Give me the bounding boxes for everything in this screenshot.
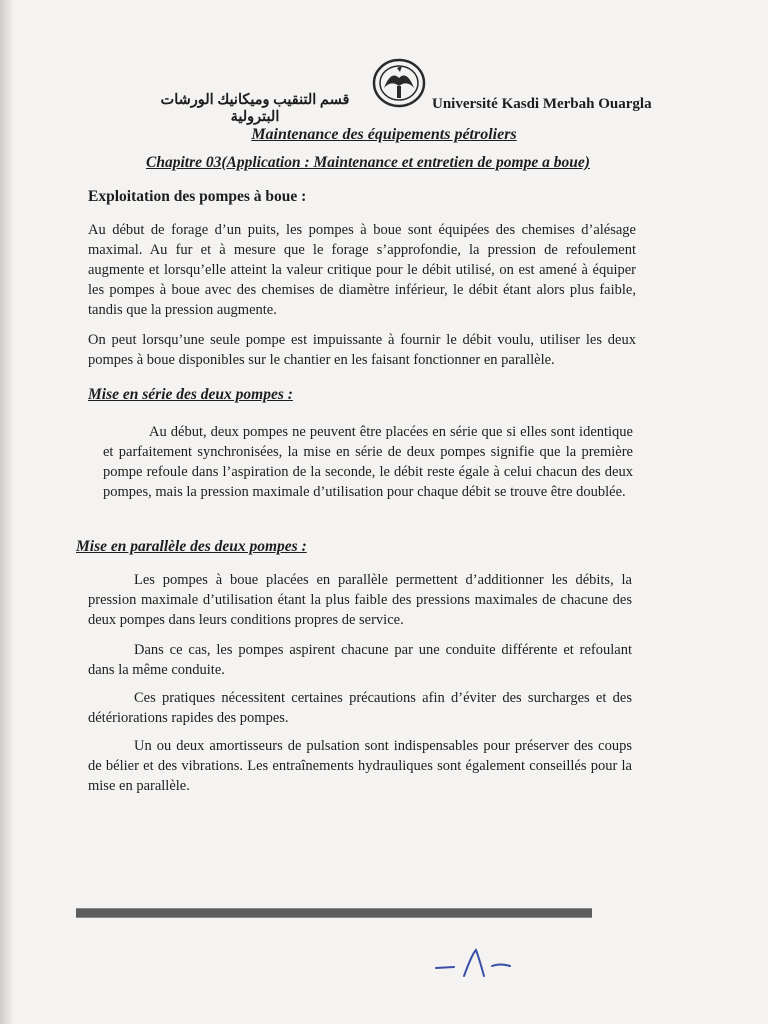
paragraph-parallele-1: Les pompes à boue placées en parallèle permettent d’additionner les débits, la pression maximale d’utilisation étant la plus faible des pressions maximales de chacune des deux pompes dans leurs conditions propres de service.: [88, 572, 632, 628]
scan-edge-shadow: [0, 0, 14, 1024]
handwritten-page-number: [434, 946, 524, 986]
paragraph-parallele-4: Un ou deux amortisseurs de pulsation sont indispensables pour préserver des coups de bélier et des vibrations. Les entraînements hydrauliques sont également conseillés pour la mise en parallèle.: [88, 738, 632, 794]
document-header: [0, 58, 768, 125]
paragraph-parallele-2: Dans ce cas, les pompes aspirent chacune par une conduite différente et refoulant dans la même conduite.: [88, 642, 632, 678]
course-title: Maintenance des équipements pétroliers: [251, 126, 517, 143]
section-title-parallele: Mise en parallèle des deux pompes :: [76, 538, 307, 555]
chapter-title: Chapitre 03(Application : Maintenance et entretien de pompe a boue): [146, 154, 590, 171]
footer-rule: [76, 908, 592, 918]
section-title-exploitation: Exploitation des pompes à boue :: [88, 188, 307, 205]
paragraph-exploitation-2: On peut lorsqu’une seule pompe est impuissante à fournir le débit voulu, utiliser les deux pompes à boue disponibles sur le chantier en les faisant fonctionner en parallèle.: [88, 332, 636, 368]
section-title-serie: Mise en série des deux pompes :: [88, 386, 293, 403]
university-seal-icon: [371, 58, 427, 108]
university-name: Université Kasdi Merbah Ouargla: [432, 96, 652, 112]
paragraph-exploitation-1: Au début de forage d’un puits, les pompes à boue sont équipées des chemises d’alésage maximal. Au fur et à mesure que le forage s’approfondie, la pression de refoulement augmente et lorsqu’elle atteint la valeur critique pour le débit utilisé, on est amené à équiper les pompes à boue avec des chemises de diamètre inférieur, le débit étant alors plus faible, tandis que la pression augmente.: [88, 222, 636, 318]
paragraph-parallele-3: Ces pratiques nécessitent certaines précautions afin d’éviter des surcharges et des détériorations rapides des pompes.: [88, 690, 632, 726]
paragraph-serie-1: Au début, deux pompes ne peuvent être placées en série que si elles sont identique et parfaitement synchronisées, la mise en série de deux pompes signifie que la première pompe refoule dans l’aspiration de la seconde, le débit reste égale à celui chacun des deux pompes, mais la pression maximale d’utilisation pour chaque débit se trouve être doublée.: [103, 424, 633, 500]
arabic-department-name: قسم التنقيب وميكانيك الورشات البترولية: [160, 92, 350, 125]
